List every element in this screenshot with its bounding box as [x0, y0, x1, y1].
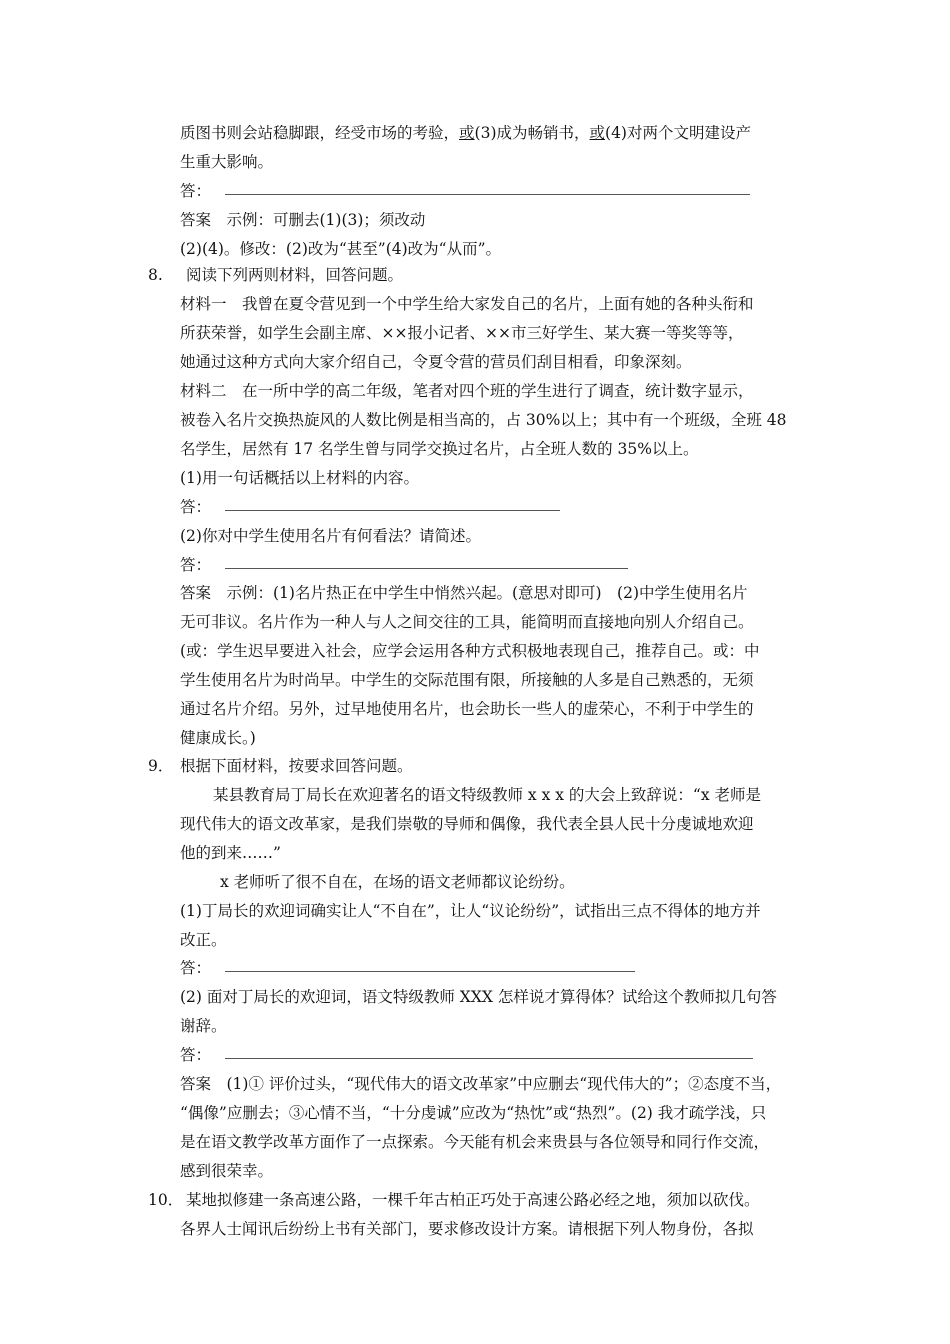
q8-stem: 阅读下列两则材料，回答问题。	[186, 266, 404, 284]
q9-answer-line-2: 答：	[180, 1045, 753, 1065]
q8-answer-key-line-6: 健康成长。)	[180, 729, 256, 747]
q9-subquestion-2-line-1: (2) 面对丁局长的欢迎词，语文特级教师 XXX 怎样说才算得体？试给这个教师拟几句答	[180, 988, 777, 1006]
q8-answer-line-1: 答：	[180, 497, 560, 517]
q9-answer-key-line-3: 是在语文教学改革方面作了一点探索。今天能有机会来贵县与各位领导和同行作交流，	[180, 1133, 770, 1151]
q10-stem-line-2: 各界人士闻讯后纷纷上书有关部门，要求修改设计方案。请根据下列人物身份，各拟	[180, 1220, 754, 1238]
answer-blank-rule	[225, 568, 628, 569]
answer-blank-rule	[225, 971, 635, 972]
q9-subquestion-1-line-2: 改正。	[180, 931, 227, 949]
q9-material-line-2: 现代伟大的语文改革家，是我们崇敬的导师和偶像，我代表全县人民十分虔诚地欢迎	[180, 815, 754, 833]
answer-blank-rule	[225, 1058, 753, 1059]
q9-answer-key-line-2: “偶像”应删去；③心情不当，“十分虔诚”应改为“热忱”或“热烈”。(2) 我才疏学浅，只	[180, 1104, 767, 1122]
q8-subquestion-2: (2)你对中学生使用名片有何看法？请简述。	[180, 527, 481, 545]
q7-underlined-or-1: 或	[459, 124, 475, 142]
q8-answer-key-line-3: (或：学生迟早要进入社会，应学会运用各种方式积极地表现自己，推荐自己。或：中	[180, 642, 760, 660]
q8-material2-line-1: 材料二 在一所中学的高二年级，笔者对四个班的学生进行了调查，统计数字显示，	[180, 382, 754, 400]
q9-material-line-3: 他的到来……”	[180, 844, 281, 862]
answer-blank-rule	[225, 510, 560, 511]
q8-subquestion-1: (1)用一句话概括以上材料的内容。	[180, 469, 419, 487]
q8-material1-line-1: 材料一 我曾在夏令营见到一个中学生给大家发自己的名片，上面有她的各种头衔和	[180, 295, 754, 313]
answer-blank-rule	[225, 194, 750, 195]
q8-answer-key-line-5: 通过名片介绍。另外，过早地使用名片，也会助长一些人的虚荣心，不利于中学生的	[180, 700, 754, 718]
q10-number: 10．	[148, 1191, 184, 1209]
q7-answer-line: 答：	[180, 181, 750, 201]
q9-answer-line-1: 答：	[180, 958, 635, 978]
q9-material-line-1: 某县教育局丁局长在欢迎著名的语文特级教师 x x x 的大会上致辞说：“x 老师是	[213, 786, 762, 804]
q8-number: 8.	[148, 266, 163, 284]
q8-answer-line-2: 答：	[180, 555, 628, 575]
q7-text-line-1: 质图书则会站稳脚跟，经受市场的考验，或(3)成为畅销书，或(4)对两个文明建设产	[180, 124, 751, 142]
q7-answer-key-line-1: 答案 示例：可删去(1)(3)；须改动	[180, 211, 426, 229]
q9-answer-key-line-1: 答案 (1)① 评价过头，“现代伟大的语文改革家”中应删去“现代伟大的”；②态度不当，	[180, 1075, 782, 1093]
q8-material2-line-2: 被卷入名片交换热旋风的人数比例是相当高的，占 30%以上；其中有一个班级，全班 48	[180, 411, 787, 429]
q8-material1-line-2: 所获荣誉，如学生会副主席、××报小记者、××市三好学生、某大赛一等奖等等，	[180, 324, 744, 342]
q9-subquestion-1-line-1: (1)丁局长的欢迎词确实让人“不自在”，让人“议论纷纷”，试指出三点不得体的地方并	[180, 902, 761, 920]
q8-material2-line-3: 名学生，居然有 17 名学生曾与同学交换过名片，占全班人数的 35%以上。	[180, 440, 699, 458]
q9-stem: 根据下面材料，按要求回答问题。	[180, 757, 413, 775]
q9-subquestion-2-line-2: 谢辞。	[180, 1017, 227, 1035]
q8-answer-key-line-2: 无可非议。名片作为一种人与人之间交往的工具，能简明而直接地向别人介绍自己。	[180, 613, 754, 631]
q9-answer-key-line-4: 感到很荣幸。	[180, 1162, 274, 1180]
q9-material-line-4: x 老师听了很不自在，在场的语文老师都议论纷纷。	[220, 873, 575, 891]
q7-answer-key-line-2: (2)(4)。修改：(2)改为“甚至”(4)改为“从而”。	[180, 240, 502, 258]
q8-material1-line-3: 她通过这种方式向大家介绍自己，令夏令营的营员们刮目相看，印象深刻。	[180, 353, 692, 371]
q7-text-line-2: 生重大影响。	[180, 153, 274, 171]
q8-answer-key-line-4: 学生使用名片为时尚早。中学生的交际范围有限，所接触的人多是自己熟悉的，无须	[180, 671, 754, 689]
q9-number: 9．	[148, 757, 174, 775]
q8-answer-key-line-1: 答案 示例：(1)名片热正在中学生中悄然兴起。(意思对即可) (2)中学生使用名片	[180, 584, 748, 602]
q10-stem: 某地拟修建一条高速公路，一棵千年古柏正巧处于高速公路必经之地，须加以砍伐。	[186, 1191, 760, 1209]
q7-underlined-or-2: 或	[589, 124, 606, 142]
